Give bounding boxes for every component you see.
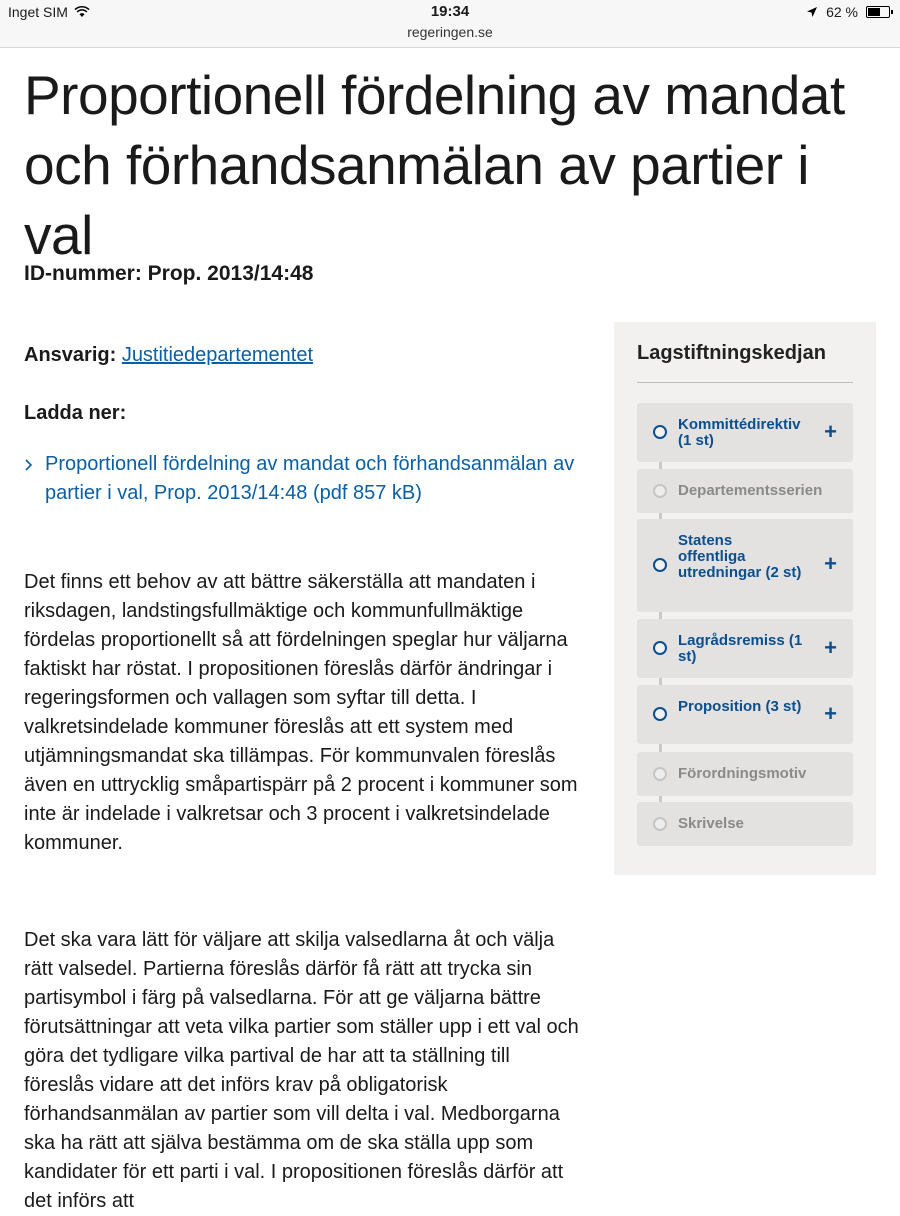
download-heading: Ladda ner:	[24, 402, 127, 424]
chain-step-forordningsmotiv	[637, 752, 853, 796]
expand-plus-icon[interactable]: +	[824, 551, 837, 576]
chain-step-label: Statens offentliga utredningar (2 st)	[678, 532, 802, 581]
chain-step-kommittedirektiv[interactable]	[637, 403, 853, 462]
legislative-chain-panel	[614, 322, 876, 875]
chevron-right-icon	[24, 450, 45, 508]
download-link-text[interactable]: Proportionell fördelning av mandat och förhandsanmälan av partier i val, Prop. 2013/14:48 (pdf 857 kB)	[45, 453, 575, 504]
responsible-label: Ansvarig:	[24, 344, 117, 366]
battery-fill	[868, 8, 880, 16]
chain-step-proposition[interactable]	[637, 685, 853, 744]
chain-step-label: Skrivelse	[678, 815, 744, 832]
expand-plus-icon[interactable]: +	[824, 635, 837, 660]
step-dot-icon	[653, 817, 667, 831]
chain-step-departementsserien	[637, 469, 853, 513]
body-paragraph-1: Det finns ett behov av att bättre säkerställa att mandaten i riksdagen, landstingsfullmäktige och kommunfullmäktige fördelas proportionellt så att fördelningen speglar hur väljarna faktiskt har röstat. I propositionen föreslås därför ändringar i regeringsformen och vallagen som syftar till detta. I valkretsindelade kommuner föreslås att ett system med utjämningsmandat ska tillämpas. För kommunvalen föreslås även en uttrycklig småpartispärr på 2 procent i kommuner som inte är indelade i valkretsar och 3 procent i valkretsindelade kommuner.	[24, 571, 578, 854]
chain-step-sou[interactable]	[637, 519, 853, 612]
chain-step-label: Förordningsmotiv	[678, 765, 807, 782]
expand-plus-icon[interactable]: +	[824, 701, 837, 726]
download-pdf-link[interactable]	[24, 450, 584, 508]
page-title: Proportionell fördelning av mandat och förhandsanmälan av partier i val	[24, 64, 845, 266]
id-number: ID-nummer: Prop. 2013/14:48	[24, 262, 314, 285]
expand-plus-icon[interactable]: +	[824, 419, 837, 444]
step-dot-icon	[653, 484, 667, 498]
responsible-row	[24, 344, 313, 367]
chain-step-skrivelse	[637, 802, 853, 846]
chain-step-label: Proposition (3 st)	[678, 698, 802, 715]
chain-step-label: Kommittédirektiv (1 st)	[678, 416, 801, 449]
step-dot-icon	[653, 767, 667, 781]
step-dot-icon	[653, 641, 667, 655]
chain-title: Lagstiftningskedjan	[637, 342, 826, 364]
chain-step-label: Lagrådsremiss (1 st)	[678, 632, 803, 665]
status-right	[806, 4, 890, 20]
chain-divider	[637, 382, 853, 383]
battery-icon	[866, 6, 890, 18]
location-arrow-icon	[806, 6, 818, 18]
step-dot-icon	[653, 558, 667, 572]
chain-step-label: Departementsserien	[678, 482, 823, 499]
body-paragraph-2: Det ska vara lätt för väljare att skilja valsedlarna åt och välja rätt valsedel. Partierna föreslås därför få rätt att trycka sin partisymbol i färg på valsedlarna. För att ge väljarna bättre förutsättningar att veta vilka partier som ställer upp i ett val och göra det tydligare vilka partival de har att ta ställning till föreslås vidare att det införs krav på obligatorisk förhandsanmälan av partier som vill delta i val. Medborgarna ska ha rätt att själva bestämma om de ska ställa upp som kandidater för ett parti i val. I propositionen föreslås därför att det införs att	[24, 929, 579, 1212]
carrier-label: Inget SIM	[8, 4, 68, 20]
chain-step-lagradsremiss[interactable]	[637, 619, 853, 678]
clock: 19:34	[430, 3, 470, 20]
address-bar-url[interactable]: regeringen.se	[407, 24, 493, 40]
responsible-link[interactable]: Justitiedepartementet	[121, 344, 314, 366]
battery-percent: 62 %	[826, 4, 858, 20]
step-dot-icon	[653, 425, 667, 439]
step-dot-icon	[653, 707, 667, 721]
status-bar	[0, 0, 900, 48]
